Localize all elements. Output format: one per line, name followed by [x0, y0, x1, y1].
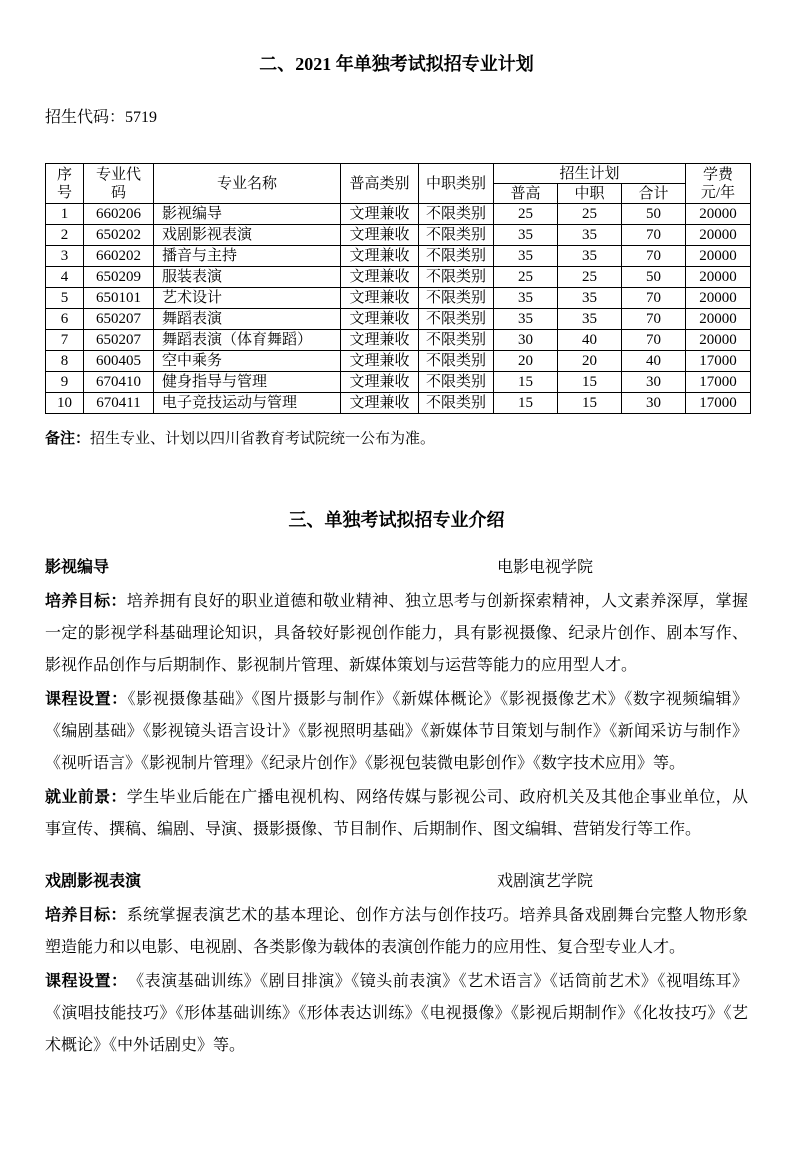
cell-name: 舞蹈表演 — [154, 309, 341, 330]
cell-plan-total: 70 — [622, 309, 686, 330]
cell-plan-vocational: 20 — [558, 351, 622, 372]
col-header-plan-total: 合计 — [622, 184, 686, 204]
cell-tuition: 20000 — [686, 225, 751, 246]
cell-seq: 8 — [46, 351, 84, 372]
major-paragraph — [45, 684, 748, 780]
paragraph-label: 培养目标： — [45, 907, 127, 924]
section3-title: 三、单独考试拟招专业介绍 — [288, 510, 505, 530]
paragraph-text: 学生毕业后能在广播电视机构、网络传媒与影视公司、政府机关及其他企事业单位，从事宣传、撰稿、编剧、导演、摄影摄像、节目制作、后期制作、图文编辑、营销发行等工作。 — [45, 789, 748, 838]
paragraph-text: 系统掌握表演艺术的基本理论、创作方法与创作技巧。培养具备戏剧舞台完整人物形象塑造能力和以电影、电视剧、各类影像为载体的表演创作能力的应用性、复合型专业人才。 — [45, 907, 748, 956]
paragraph-label: 课程设置： — [45, 973, 120, 990]
cell-plan-regular: 35 — [494, 288, 558, 309]
cell-plan-total: 70 — [622, 330, 686, 351]
cell-tuition: 20000 — [686, 267, 751, 288]
cell-tuition: 20000 — [686, 309, 751, 330]
major-name: 影视编导 — [45, 559, 110, 576]
paragraph-label: 就业前景： — [45, 789, 127, 806]
cell-gaokao-type: 文理兼收 — [341, 225, 419, 246]
cell-code: 670411 — [84, 393, 154, 414]
cell-gaokao-type: 文理兼收 — [341, 393, 419, 414]
paragraph-text: 培养拥有良好的职业道德和敬业精神、独立思考与创新探索精神，人文素养深厚，掌握一定的影视学科基础理论知识，具备较好影视创作能力，具有影视摄像、纪录片创作、剧本写作、影视作品创作与后期制作、影视制片管理、新媒体策划与运营等能力的应用型人才。 — [45, 593, 748, 674]
cell-code: 670410 — [84, 372, 154, 393]
enrollment-code-value: 5719 — [125, 109, 158, 126]
cell-plan-regular: 25 — [494, 267, 558, 288]
cell-vocational-type: 不限类别 — [419, 372, 494, 393]
cell-gaokao-type: 文理兼收 — [341, 246, 419, 267]
cell-plan-total: 70 — [622, 246, 686, 267]
col-header-seq — [46, 164, 84, 204]
cell-name: 健身指导与管理 — [154, 372, 341, 393]
cell-seq: 9 — [46, 372, 84, 393]
col-header-seq-line1: 序 — [56, 166, 72, 183]
col-header-tuition-line2: 元/年 — [700, 184, 736, 201]
major-paragraph — [45, 586, 748, 682]
major-section — [45, 866, 748, 1062]
col-header-plan-vocational: 中职 — [558, 184, 622, 204]
cell-vocational-type: 不限类别 — [419, 246, 494, 267]
cell-name: 服装表演 — [154, 267, 341, 288]
col-header-code — [84, 164, 154, 204]
cell-plan-vocational: 35 — [558, 246, 622, 267]
col-header-vocational-type: 中职类别 — [419, 164, 494, 204]
cell-code: 650209 — [84, 267, 154, 288]
cell-plan-total: 70 — [622, 288, 686, 309]
major-paragraph — [45, 782, 748, 846]
major-paragraph — [45, 900, 748, 964]
document-page — [0, 50, 793, 1172]
col-header-tuition — [686, 164, 751, 204]
cell-seq: 4 — [46, 267, 84, 288]
col-header-code-line2: 码 — [110, 184, 126, 201]
cell-plan-vocational: 15 — [558, 372, 622, 393]
cell-code: 650202 — [84, 225, 154, 246]
cell-vocational-type: 不限类别 — [419, 309, 494, 330]
cell-tuition: 17000 — [686, 393, 751, 414]
cell-plan-vocational: 25 — [558, 267, 622, 288]
cell-plan-regular: 15 — [494, 393, 558, 414]
col-header-name: 专业名称 — [154, 164, 341, 204]
cell-plan-regular: 20 — [494, 351, 558, 372]
major-section — [45, 552, 748, 846]
table-row — [46, 309, 751, 330]
cell-plan-regular: 30 — [494, 330, 558, 351]
cell-tuition: 17000 — [686, 351, 751, 372]
cell-plan-total: 30 — [622, 372, 686, 393]
cell-seq: 1 — [46, 204, 84, 225]
cell-plan-regular: 35 — [494, 225, 558, 246]
cell-seq: 3 — [46, 246, 84, 267]
cell-plan-regular: 25 — [494, 204, 558, 225]
cell-name: 电子竞技运动与管理 — [154, 393, 341, 414]
cell-seq: 2 — [46, 225, 84, 246]
cell-gaokao-type: 文理兼收 — [341, 330, 419, 351]
major-introductions — [45, 552, 748, 1062]
col-header-tuition-line1: 学费 — [702, 166, 733, 183]
cell-tuition: 20000 — [686, 204, 751, 225]
cell-plan-total: 40 — [622, 351, 686, 372]
table-row — [46, 372, 751, 393]
paragraph-text: 《表演基础训练》《剧目排演》《镜头前表演》《艺术语言》《话筒前艺术》《视唱练耳》《演唱技能技巧》《形体基础训练》《形体表达训练》《电视摄像》《影视后期制作》《化妆技巧》《艺术概论》《中外话剧史》等。 — [45, 973, 748, 1054]
cell-tuition: 20000 — [686, 330, 751, 351]
cell-tuition: 17000 — [686, 372, 751, 393]
table-row — [46, 246, 751, 267]
table-row — [46, 288, 751, 309]
col-header-seq-line2: 号 — [56, 184, 72, 201]
enrollment-plan-table — [45, 163, 751, 414]
major-heading — [45, 866, 748, 898]
major-name: 戏剧影视表演 — [45, 873, 142, 890]
cell-plan-regular: 35 — [494, 309, 558, 330]
cell-gaokao-type: 文理兼收 — [341, 288, 419, 309]
cell-code: 650207 — [84, 330, 154, 351]
col-header-gaokao-type: 普高类别 — [341, 164, 419, 204]
remark-text: 招生专业、计划以四川省教育考试院统一公布为准。 — [90, 430, 436, 447]
section2-title: 二、2021 年单独考试拟招专业计划 — [259, 54, 534, 74]
cell-seq: 10 — [46, 393, 84, 414]
cell-code: 600405 — [84, 351, 154, 372]
cell-tuition: 20000 — [686, 288, 751, 309]
college-name: 电影电视学院 — [497, 559, 594, 576]
cell-gaokao-type: 文理兼收 — [341, 267, 419, 288]
cell-vocational-type: 不限类别 — [419, 267, 494, 288]
col-header-plan-regular: 普高 — [494, 184, 558, 204]
cell-plan-vocational: 25 — [558, 204, 622, 225]
cell-gaokao-type: 文理兼收 — [341, 309, 419, 330]
cell-gaokao-type: 文理兼收 — [341, 372, 419, 393]
table-row — [46, 330, 751, 351]
remark-line — [45, 427, 793, 448]
paragraph-text: 《影视摄像基础》《图片摄影与制作》《新媒体概论》《影视摄像艺术》《数字视频编辑》《编剧基础》《影视镜头语言设计》《影视照明基础》《新媒体节目策划与制作》《新闻采访与制作》《视听语言》《影视制片管理》《纪录片创作》《影视包装微电影创作》《数字技术应用》等。 — [45, 691, 748, 772]
cell-name: 影视编导 — [154, 204, 341, 225]
table-header-row-1 — [46, 164, 751, 184]
cell-seq: 5 — [46, 288, 84, 309]
cell-vocational-type: 不限类别 — [419, 351, 494, 372]
cell-plan-vocational: 40 — [558, 330, 622, 351]
college-name: 戏剧演艺学院 — [497, 873, 594, 890]
cell-plan-vocational: 15 — [558, 393, 622, 414]
cell-plan-vocational: 35 — [558, 225, 622, 246]
cell-name: 空中乘务 — [154, 351, 341, 372]
table-row — [46, 393, 751, 414]
paragraph-label: 培养目标： — [45, 593, 127, 610]
cell-vocational-type: 不限类别 — [419, 330, 494, 351]
cell-code: 650101 — [84, 288, 154, 309]
cell-plan-vocational: 35 — [558, 288, 622, 309]
cell-plan-regular: 35 — [494, 246, 558, 267]
cell-vocational-type: 不限类别 — [419, 288, 494, 309]
paragraph-label: 课程设置： — [45, 691, 128, 708]
table-row — [46, 351, 751, 372]
cell-plan-vocational: 35 — [558, 309, 622, 330]
cell-vocational-type: 不限类别 — [419, 225, 494, 246]
cell-seq: 7 — [46, 330, 84, 351]
remark-label: 备注： — [45, 430, 91, 447]
major-heading — [45, 552, 748, 584]
cell-plan-total: 70 — [622, 225, 686, 246]
cell-tuition: 20000 — [686, 246, 751, 267]
cell-vocational-type: 不限类别 — [419, 204, 494, 225]
table-row — [46, 204, 751, 225]
col-header-code-line1: 专业代 — [95, 166, 141, 183]
table-row — [46, 225, 751, 246]
enrollment-code-line — [45, 104, 793, 127]
cell-plan-total: 30 — [622, 393, 686, 414]
cell-plan-total: 50 — [622, 267, 686, 288]
major-paragraph — [45, 966, 748, 1062]
col-header-plan-group: 招生计划 — [494, 164, 686, 184]
cell-code: 650207 — [84, 309, 154, 330]
cell-seq: 6 — [46, 309, 84, 330]
cell-name: 戏剧影视表演 — [154, 225, 341, 246]
cell-gaokao-type: 文理兼收 — [341, 351, 419, 372]
cell-plan-regular: 15 — [494, 372, 558, 393]
cell-name: 舞蹈表演（体育舞蹈） — [154, 330, 341, 351]
table-row — [46, 267, 751, 288]
cell-plan-total: 50 — [622, 204, 686, 225]
cell-gaokao-type: 文理兼收 — [341, 204, 419, 225]
cell-code: 660202 — [84, 246, 154, 267]
cell-name: 艺术设计 — [154, 288, 341, 309]
enrollment-code-label: 招生代码： — [45, 109, 126, 126]
cell-code: 660206 — [84, 204, 154, 225]
cell-vocational-type: 不限类别 — [419, 393, 494, 414]
cell-name: 播音与主持 — [154, 246, 341, 267]
